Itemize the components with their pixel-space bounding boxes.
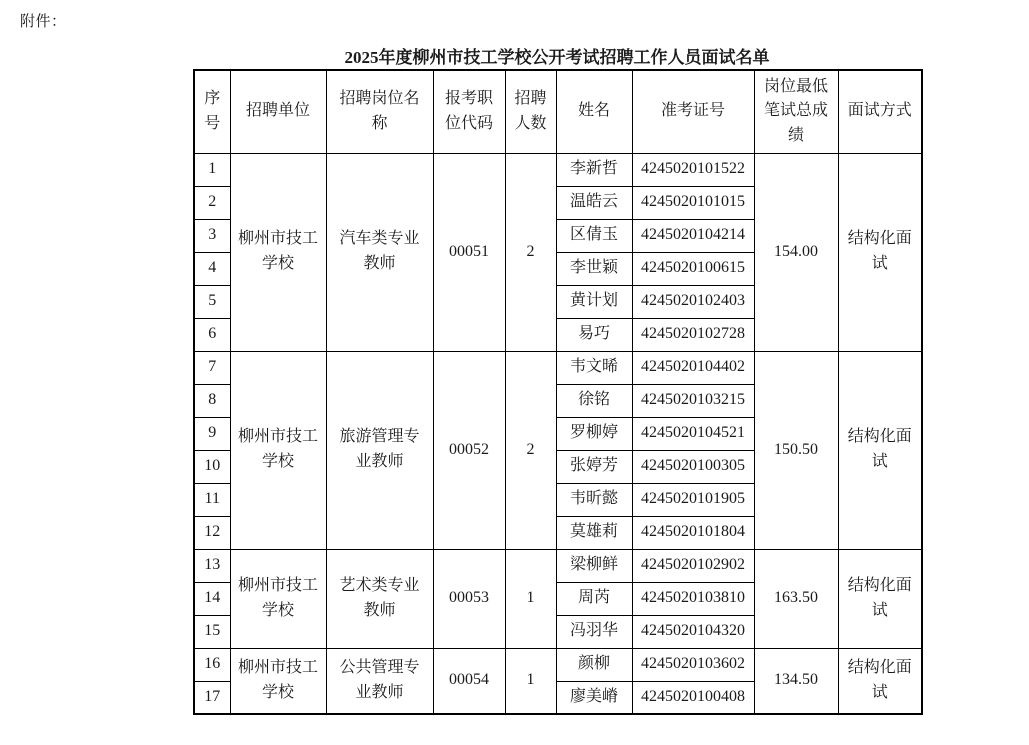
position-code-cell: 00052 [433,351,505,549]
serial-cell: 14 [194,582,230,615]
recruit-count-cell: 1 [505,549,556,648]
column-header-ticket: 准考证号 [632,70,754,153]
score-cell: 150.50 [754,351,838,549]
position-cell: 汽车类专业教师 [326,153,433,351]
name-cell: 罗柳婷 [556,417,632,450]
ticket-cell: 4245020100305 [632,450,754,483]
name-cell: 区倩玉 [556,219,632,252]
serial-cell: 5 [194,285,230,318]
unit-cell: 柳州市技工学校 [230,549,326,648]
ticket-cell: 4245020104402 [632,351,754,384]
method-cell: 结构化面试 [838,351,922,549]
ticket-cell: 4245020102902 [632,549,754,582]
name-cell: 张婷芳 [556,450,632,483]
document-title: 2025年度柳州市技工学校公开考试招聘工作人员面试名单 [344,48,770,67]
header-row [194,70,922,153]
position-code-cell: 00054 [433,648,505,714]
score-cell: 134.50 [754,648,838,714]
name-cell: 周芮 [556,582,632,615]
ticket-cell: 4245020104320 [632,615,754,648]
method-cell: 结构化面试 [838,648,922,714]
recruit-count-cell: 2 [505,351,556,549]
ticket-cell: 4245020103215 [632,384,754,417]
ticket-cell: 4245020104214 [632,219,754,252]
ticket-cell: 4245020101015 [632,186,754,219]
name-cell: 冯羽华 [556,615,632,648]
serial-cell: 17 [194,681,230,714]
position-code-cell: 00051 [433,153,505,351]
serial-cell: 8 [194,384,230,417]
position-cell: 旅游管理专业教师 [326,351,433,549]
serial-cell: 9 [194,417,230,450]
serial-cell: 2 [194,186,230,219]
table-row [194,153,922,186]
interview-roster-table [193,69,923,715]
ticket-cell: 4245020100615 [632,252,754,285]
position-cell: 公共管理专业教师 [326,648,433,714]
ticket-cell: 4245020101804 [632,516,754,549]
ticket-cell: 4245020103602 [632,648,754,681]
serial-cell: 6 [194,318,230,351]
column-header-count: 招聘人数 [505,70,556,153]
column-header-code: 报考职位代码 [433,70,505,153]
ticket-cell: 4245020102403 [632,285,754,318]
serial-cell: 15 [194,615,230,648]
name-cell: 温皓云 [556,186,632,219]
name-cell: 李世颖 [556,252,632,285]
method-cell: 结构化面试 [838,549,922,648]
name-cell: 李新哲 [556,153,632,186]
score-cell: 154.00 [754,153,838,351]
column-header-position: 招聘岗位名称 [326,70,433,153]
name-cell: 韦昕懿 [556,483,632,516]
ticket-cell: 4245020103810 [632,582,754,615]
ticket-cell: 4245020101905 [632,483,754,516]
table-row [194,351,922,384]
attachment-label: 附件： [20,14,67,30]
serial-cell: 13 [194,549,230,582]
table-row [194,648,922,681]
unit-cell: 柳州市技工学校 [230,351,326,549]
column-header-score: 岗位最低笔试总成绩 [754,70,838,153]
score-cell: 163.50 [754,549,838,648]
position-cell: 艺术类专业教师 [326,549,433,648]
column-header-serial: 序号 [194,70,230,153]
table-row [194,549,922,582]
serial-cell: 7 [194,351,230,384]
serial-cell: 3 [194,219,230,252]
serial-cell: 12 [194,516,230,549]
ticket-cell: 4245020101522 [632,153,754,186]
column-header-name: 姓名 [556,70,632,153]
name-cell: 廖美嵴 [556,681,632,714]
serial-cell: 4 [194,252,230,285]
name-cell: 梁柳鲜 [556,549,632,582]
name-cell: 黄计划 [556,285,632,318]
serial-cell: 1 [194,153,230,186]
serial-cell: 11 [194,483,230,516]
name-cell: 易巧 [556,318,632,351]
name-cell: 韦文晞 [556,351,632,384]
name-cell: 颜柳 [556,648,632,681]
position-code-cell: 00053 [433,549,505,648]
column-header-method: 面试方式 [838,70,922,153]
recruit-count-cell: 2 [505,153,556,351]
ticket-cell: 4245020104521 [632,417,754,450]
ticket-cell: 4245020102728 [632,318,754,351]
column-header-unit: 招聘单位 [230,70,326,153]
unit-cell: 柳州市技工学校 [230,153,326,351]
serial-cell: 16 [194,648,230,681]
serial-cell: 10 [194,450,230,483]
method-cell: 结构化面试 [838,153,922,351]
name-cell: 徐铭 [556,384,632,417]
name-cell: 莫雄莉 [556,516,632,549]
unit-cell: 柳州市技工学校 [230,648,326,714]
ticket-cell: 4245020100408 [632,681,754,714]
recruit-count-cell: 1 [505,648,556,714]
